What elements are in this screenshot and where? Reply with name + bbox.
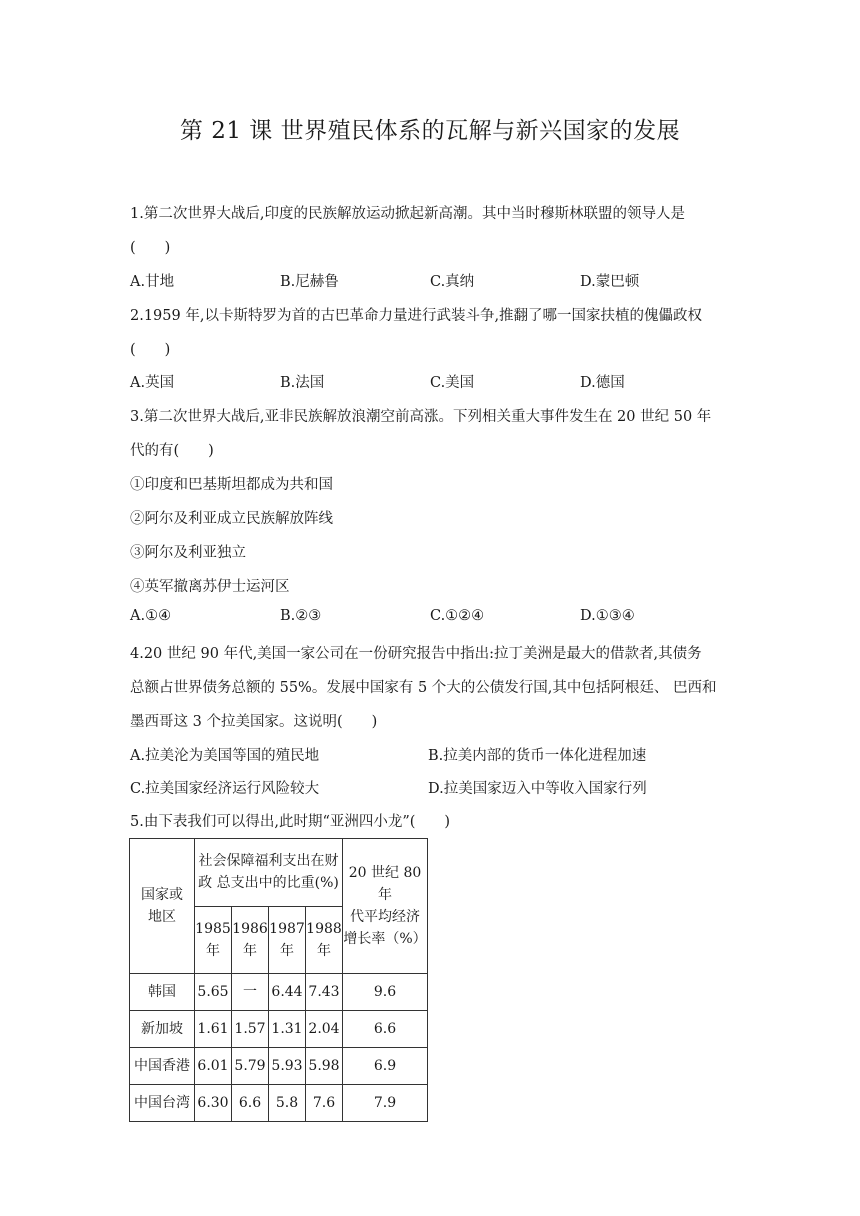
cell-growth: 6.9	[343, 1048, 428, 1085]
table-row	[130, 974, 428, 1011]
cell-growth: 6.6	[343, 1011, 428, 1048]
data-table	[129, 838, 428, 1122]
q2-option-d[interactable]: D.德国	[580, 375, 625, 391]
cell-value: 7.43	[306, 974, 343, 1011]
cell-region: 中国台湾	[130, 1085, 195, 1122]
cell-value: 1.61	[195, 1011, 232, 1048]
cell-value: 一	[232, 974, 269, 1011]
cell-value: 5.79	[232, 1048, 269, 1085]
header-year-1987: 1987 年	[269, 906, 306, 974]
q1-option-c[interactable]: C.真纳	[430, 274, 475, 290]
q2-option-c[interactable]: C.美国	[430, 375, 475, 391]
cell-region: 中国香港	[130, 1048, 195, 1085]
cell-value: 6.44	[269, 974, 306, 1011]
q3-option-c[interactable]: C.①②④	[430, 608, 485, 624]
cell-value: 1.57	[232, 1011, 269, 1048]
q2-stem-line1: 2.1959 年,以卡斯特罗为首的古巴革命力量进行武装斗争,推翻了哪一国家扶植的傀儡政权	[130, 308, 703, 324]
table-row	[130, 1048, 428, 1085]
q1-stem-line1: 1.第二次世界大战后,印度的民族解放运动掀起新高潮。其中当时穆斯林联盟的领导人是	[130, 206, 685, 222]
q3-item-4: ④英军撤离苏伊士运河区	[130, 579, 290, 595]
q3-item-3: ③阿尔及利亚独立	[130, 545, 246, 561]
q3-option-d[interactable]: D.①③④	[580, 608, 635, 624]
header-year-1986: 1986 年	[232, 906, 269, 974]
cell-value: 6.30	[195, 1085, 232, 1122]
header-social-welfare: 社会保障福利支出在财 政 总支出中的比重(%)	[195, 839, 343, 907]
q2-option-b[interactable]: B.法国	[280, 375, 325, 391]
cell-value: 5.65	[195, 974, 232, 1011]
cell-value: 5.93	[269, 1048, 306, 1085]
cell-region: 新加坡	[130, 1011, 195, 1048]
q4-stem-line3: 墨西哥这 3 个拉美国家。这说明( )	[130, 714, 378, 730]
q4-option-a[interactable]: A.拉美沦为美国等国的殖民地	[130, 748, 320, 764]
q1-option-d[interactable]: D.蒙巴顿	[580, 274, 640, 290]
cell-value: 2.04	[306, 1011, 343, 1048]
header-region: 国家或 地区	[130, 839, 195, 974]
cell-growth: 7.9	[343, 1085, 428, 1122]
cell-value: 7.6	[306, 1085, 343, 1122]
q4-option-b[interactable]: B.拉美内部的货币一体化进程加速	[428, 748, 647, 764]
cell-value: 6.01	[195, 1048, 232, 1085]
cell-growth: 9.6	[343, 974, 428, 1011]
cell-value: 5.8	[269, 1085, 306, 1122]
q3-item-1: ①印度和巴基斯坦都成为共和国	[130, 477, 333, 493]
q4-stem-line1: 4.20 世纪 90 年代,美国一家公司在一份研究报告中指出:拉丁美洲是最大的借款者,其债务	[130, 646, 702, 662]
q4-stem-line2: 总额占世界债务总额的 55%。发展中国家有 5 个大的公债发行国,其中包括阿根廷、 巴西和	[130, 680, 717, 696]
q4-option-d[interactable]: D.拉美国家迈入中等收入国家行列	[428, 781, 647, 797]
q3-option-b[interactable]: B.②③	[280, 608, 322, 624]
table-row	[130, 1085, 428, 1122]
page-title: 第 21 课 世界殖民体系的瓦解与新兴国家的发展	[179, 118, 681, 144]
table-row	[130, 1011, 428, 1048]
q1-option-a[interactable]: A.甘地	[130, 274, 175, 290]
header-year-1985: 1985 年	[195, 906, 232, 974]
q3-stem-line1: 3.第二次世界大战后,亚非民族解放浪潮空前高涨。下列相关重大事件发生在 20 世纪 50 年	[130, 409, 712, 425]
q5-stem: 5.由下表我们可以得出,此时期“亚洲四小龙”( )	[130, 814, 451, 830]
header-growth-rate: 20 世纪 80 年 代平均经济 增长率（%）	[343, 839, 428, 974]
cell-value: 5.98	[306, 1048, 343, 1085]
q3-item-2: ②阿尔及利亚成立民族解放阵线	[130, 511, 333, 527]
q2-option-a[interactable]: A.英国	[130, 375, 175, 391]
q2-stem-line2: ( )	[130, 342, 171, 358]
cell-region: 韩国	[130, 974, 195, 1011]
q3-option-a[interactable]: A.①④	[130, 608, 172, 624]
q1-option-b[interactable]: B.尼赫鲁	[280, 274, 339, 290]
q4-option-c[interactable]: C.拉美国家经济运行风险较大	[130, 781, 320, 797]
cell-value: 6.6	[232, 1085, 269, 1122]
q1-stem-line2: ( )	[130, 240, 171, 256]
q3-stem-line2: 代的有( )	[130, 443, 214, 459]
header-year-1988: 1988 年	[306, 906, 343, 974]
cell-value: 1.31	[269, 1011, 306, 1048]
